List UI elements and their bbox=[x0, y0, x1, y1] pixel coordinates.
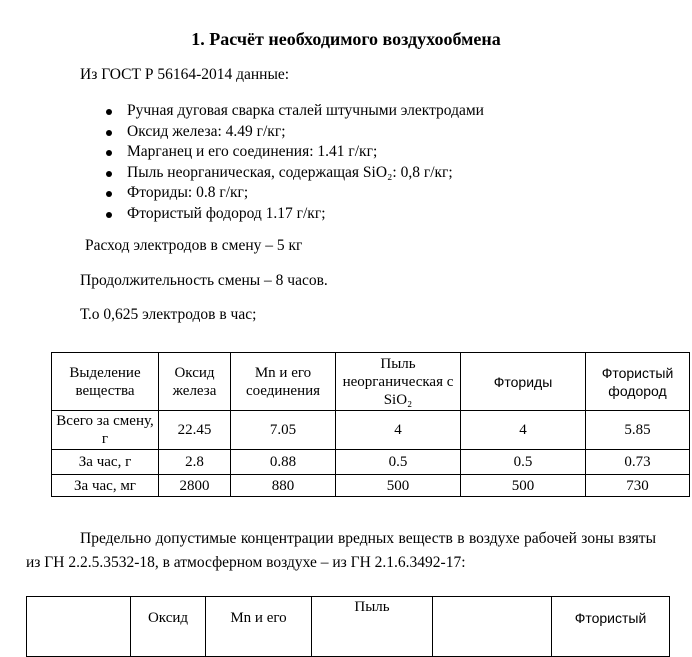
table-row bbox=[52, 411, 690, 450]
list-item: Марганец и его соединения: 1.41 г/кг; bbox=[106, 142, 484, 163]
cell: 7.05 bbox=[231, 411, 336, 450]
list-item: Пыль неорганическая, содержащая SiO₂: 0,8 г/кг; bbox=[106, 163, 484, 184]
header-cell: Mn и его bbox=[206, 597, 312, 657]
intro-text: Из ГОСТ Р 56164-2014 данные: bbox=[80, 66, 290, 83]
header-cell: Mn и его соединения bbox=[231, 353, 336, 411]
header-cell: Оксид bbox=[131, 597, 206, 657]
cell: 0.5 bbox=[461, 450, 586, 475]
header-cell bbox=[433, 597, 552, 657]
table-row bbox=[52, 475, 690, 497]
header-cell bbox=[27, 597, 131, 657]
header-cell: Фториды bbox=[461, 353, 586, 411]
list-item: Фтористый фодород 1.17 г/кг; bbox=[106, 204, 484, 225]
cell: 730 bbox=[586, 475, 690, 497]
mpc-table bbox=[26, 596, 670, 657]
cell: 2800 bbox=[159, 475, 231, 497]
header-cell: Пыль неорганическая с SiO₂ bbox=[336, 353, 461, 411]
cell: 4 bbox=[461, 411, 586, 450]
cell: 5.85 bbox=[586, 411, 690, 450]
bullet-list bbox=[106, 101, 484, 224]
cell: 22.45 bbox=[159, 411, 231, 450]
header-cell: Оксид железа bbox=[159, 353, 231, 411]
header-cell: Выделение вещества bbox=[52, 353, 159, 411]
row-label: Всего за смену, г bbox=[52, 411, 159, 450]
header-cell: Фтористый bbox=[552, 597, 670, 657]
duration-text: Продолжительность смены – 8 часов. bbox=[80, 272, 328, 289]
paragraph-text: Предельно допустимые концентрации вредных веществ в воздухе рабочей зоны взяты из ГН 2.2.5.3532-18, в атмосферном воздухе – из ГН 2.1.6.3492-17: bbox=[26, 530, 656, 571]
row-label: За час, г bbox=[52, 450, 159, 475]
table-row bbox=[52, 450, 690, 475]
list-item: Ручная дуговая сварка сталей штучными электродами bbox=[106, 101, 484, 122]
row-label: За час, мг bbox=[52, 475, 159, 497]
list-item: Оксид железа: 4.49 г/кг; bbox=[106, 122, 484, 143]
paragraph bbox=[26, 527, 656, 575]
header-cell: Фтористый фодород bbox=[586, 353, 690, 411]
cell: 2.8 bbox=[159, 450, 231, 475]
cell: 0.73 bbox=[586, 450, 690, 475]
consumption-text: Расход электродов в смену – 5 кг bbox=[85, 237, 303, 254]
cell: 4 bbox=[336, 411, 461, 450]
cell: 500 bbox=[461, 475, 586, 497]
emissions-table bbox=[51, 352, 690, 497]
cell: 0.88 bbox=[231, 450, 336, 475]
section-heading: 1. Расчёт необходимого воздухообмена bbox=[191, 29, 501, 49]
list-item: Фториды: 0.8 г/кг; bbox=[106, 183, 484, 204]
header-cell: Пыль bbox=[312, 597, 433, 657]
cell: 0.5 bbox=[336, 450, 461, 475]
cell: 880 bbox=[231, 475, 336, 497]
per-hour-text: Т.о 0,625 электродов в час; bbox=[80, 306, 257, 323]
cell: 500 bbox=[336, 475, 461, 497]
